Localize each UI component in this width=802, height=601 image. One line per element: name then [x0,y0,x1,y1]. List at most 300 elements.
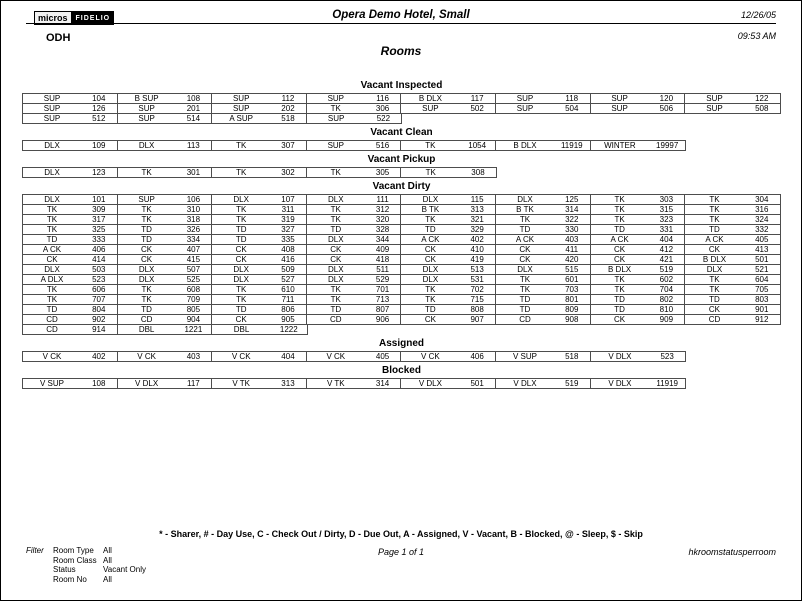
room-number: 907 [470,315,484,324]
room-row [22,167,497,178]
room-type: CD [46,325,58,334]
room-number: 904 [186,315,201,324]
report-title: Rooms [380,44,422,58]
filter-row-value: All [103,555,112,565]
room-type: SUP [138,114,155,123]
section-vacant-clean [22,127,781,151]
room-cell [118,215,213,224]
room-type: CK [235,255,247,264]
room-number: 305 [375,168,390,177]
room-number: 117 [470,94,484,103]
room-type: SUP [327,94,345,103]
room-cell [212,245,307,254]
room-type: DLX [44,265,60,274]
room-cell [591,275,686,284]
room-type: DLX [422,265,439,274]
room-number: 329 [470,225,484,234]
room-type: CK [614,255,626,264]
room-table [22,194,781,335]
room-type: TD [141,305,152,314]
room-number: 312 [375,205,390,214]
room-table [22,93,781,124]
room-type: TD [709,295,720,304]
room-cell [118,305,213,314]
room-type: SUP [706,94,723,103]
room-cell [212,295,307,304]
room-number: 333 [92,235,106,244]
room-cell [23,285,118,294]
room-number: 1221 [184,325,203,334]
room-type: B DLX [702,255,727,264]
room-number: 410 [470,245,484,254]
room-cell [118,205,213,214]
room-type: TK [236,168,247,177]
room-type: SUP [706,104,723,113]
room-number: 304 [755,195,769,204]
room-type: TD [46,305,58,314]
legend-text: * - Sharer, # - Day Use, C - Check Out / Dirty, D - Due Out, A - Assigned, V - Vacant, B - Blocked, @ - Sleep, $ - Skip [159,529,643,539]
room-cell [591,235,686,244]
room-type: TD [519,225,531,234]
room-cell [496,315,591,324]
room-type: B DLX [608,265,632,274]
room-cell [118,295,213,304]
room-number: 806 [281,305,295,314]
room-cell [496,215,591,224]
section-title: Assigned [378,338,424,349]
room-type: A DLX [40,275,64,284]
room-type: CD [708,315,721,324]
room-type: TD [330,225,342,234]
room-number: 808 [470,305,484,314]
room-cell [118,325,213,334]
room-cell [307,295,402,304]
room-type: TK [46,295,58,304]
room-number: 402 [92,352,106,361]
room-type: TD [614,295,625,304]
room-number: 705 [755,285,769,294]
room-number: 326 [186,225,201,234]
room-number: 108 [92,379,106,388]
room-cell [685,255,780,264]
room-type: DLX [233,265,249,274]
room-type: CK [141,245,153,254]
room-cell [401,104,496,113]
room-cell [23,295,118,304]
room-number: 601 [565,275,579,284]
room-type: CK [330,245,342,254]
room-cell [307,265,402,274]
room-cell [685,245,780,254]
filter-row-value: All [103,574,112,584]
room-number: 514 [186,114,201,123]
room-number: 419 [470,255,484,264]
room-number: 403 [186,352,201,361]
filter-row-room-type [53,546,146,556]
room-type: TK [425,215,436,224]
room-number: 518 [565,352,579,361]
room-type: SUP [232,94,250,103]
room-cell [401,141,496,150]
room-type: TD [709,225,720,234]
room-cell [212,168,307,177]
room-cell [212,94,307,103]
room-number: 126 [92,104,106,113]
room-number: 523 [92,275,106,284]
room-cell [591,94,686,103]
room-cell [685,285,780,294]
room-type: CK [519,255,531,264]
room-number: 906 [375,315,390,324]
room-cell [212,275,307,284]
room-number: 113 [187,141,200,150]
room-cell [23,325,118,334]
room-cell [591,305,686,314]
room-number: 322 [565,215,579,224]
room-table [22,351,781,362]
room-type: TD [425,225,436,234]
room-number: 516 [375,141,390,150]
room-cell [591,104,686,113]
room-cell [496,195,591,204]
room-type: TD [614,225,625,234]
room-number: 801 [565,295,579,304]
room-cell [401,255,496,264]
hotel-title: Opera Demo Hotel, Small [332,9,470,21]
room-type: TK [425,141,436,150]
room-number: 519 [565,379,579,388]
room-type: B SUP [134,94,159,103]
room-cell [685,305,780,314]
logo-fidelio-text: FIDELIO [72,11,115,25]
room-cell [118,235,213,244]
room-type: B DLX [513,141,537,150]
room-number: 902 [92,315,106,324]
room-type: DLX [517,195,533,204]
room-table [22,378,781,389]
room-type: TK [709,195,720,204]
room-type: V CK [421,352,440,361]
room-type: TD [235,225,247,234]
room-number: 503 [92,265,106,274]
room-number: 508 [755,104,769,113]
room-type: TK [614,195,625,204]
room-type: SUP [516,94,534,103]
room-type: TK [330,285,341,294]
room-number: 803 [755,295,769,304]
room-number: 331 [659,225,674,234]
section-title: Vacant Pickup [367,154,436,165]
report-time: 09:53 AM [737,31,776,41]
room-table [22,140,781,151]
room-type: DLX [328,235,344,244]
room-cell [591,141,686,150]
room-number: 310 [186,205,201,214]
room-cell [401,225,496,234]
room-cell [118,245,213,254]
room-number: 507 [186,265,201,274]
room-number: 101 [92,195,106,204]
room-type: DLX [138,275,155,284]
room-number: 703 [565,285,579,294]
filter-rows [53,546,146,584]
room-cell [23,168,118,177]
room-number: 316 [755,205,769,214]
page-number: Page 1 of 1 [377,547,425,557]
hotel-code: ODH [46,32,71,44]
room-type: TK [614,215,625,224]
room-cell [118,285,213,294]
room-cell [23,225,118,234]
room-number: 511 [376,265,389,274]
room-cell [496,94,591,103]
room-number: 325 [92,225,106,234]
room-type: V TK [232,379,251,388]
room-cell [685,225,780,234]
room-row [22,378,686,389]
room-type: CK [330,255,342,264]
room-number: 334 [186,235,201,244]
room-type: SUP [43,114,61,123]
room-cell [23,195,118,204]
room-number: 328 [375,225,390,234]
room-cell [23,104,118,113]
room-type: A CK [610,235,629,244]
room-number: 313 [470,205,484,214]
filter-row-value: Vacant Only [103,565,146,574]
room-type: DLX [138,141,155,150]
room-cell [23,379,118,388]
room-number: 109 [92,141,106,150]
room-cell [591,315,686,324]
room-type: B TK [421,205,440,214]
room-type: TK [330,205,341,214]
header-divider [26,23,776,24]
room-number: 713 [375,295,390,304]
room-type: TK [46,225,58,234]
room-number: 404 [281,352,295,361]
room-cell [307,379,402,388]
room-number: 509 [281,265,295,274]
room-cell [212,225,307,234]
section-vacant-dirty [22,181,781,335]
room-cell [401,245,496,254]
room-number: 522 [376,114,391,123]
room-type: TK [141,295,152,304]
room-cell [496,265,591,274]
room-cell [591,255,686,264]
room-type: CD [140,315,153,324]
room-number: 414 [92,255,106,264]
room-type: CK [235,245,247,254]
room-number: 513 [470,265,484,274]
filter-row-value: All [103,546,112,555]
room-cell [496,255,591,264]
room-number: 116 [376,94,389,103]
room-number: 912 [755,315,769,324]
room-cell [212,104,307,113]
room-type: SUP [327,141,345,150]
room-number: 405 [755,235,769,244]
room-cell [23,141,118,150]
room-cell [118,379,213,388]
room-cell [307,94,402,103]
room-cell [496,225,591,234]
room-cell [118,94,213,103]
room-type: CD [46,315,58,324]
room-number: 406 [92,245,106,254]
room-cell [401,195,496,204]
room-number: 314 [565,205,579,214]
room-number: 405 [375,352,390,361]
room-cell [212,285,307,294]
room-number: 107 [281,195,295,204]
room-cell [23,215,118,224]
room-cell [307,114,402,123]
room-number: 332 [755,225,769,234]
room-type: TD [425,305,436,314]
room-cell [307,205,402,214]
room-number: 202 [281,104,295,113]
room-number: 709 [186,295,201,304]
room-cell [591,295,686,304]
room-number: 905 [281,315,295,324]
room-number: 415 [186,255,201,264]
room-type: CK [235,315,247,324]
room-cell [23,255,118,264]
room-cell [118,225,213,234]
room-cell [307,235,402,244]
room-cell [118,195,213,204]
room-cell [496,141,591,150]
room-number: 11919 [560,141,583,150]
room-number: 324 [755,215,769,224]
room-cell [685,104,780,113]
room-number: 804 [92,305,106,314]
room-number: 809 [565,305,579,314]
room-cell [23,305,118,314]
room-number: 335 [281,235,295,244]
section-blocked [22,365,781,389]
sections-container [22,77,781,389]
room-number: 408 [281,245,295,254]
room-cell [496,235,591,244]
room-cell [118,104,213,113]
room-number: 501 [755,255,769,264]
room-number: 403 [565,235,579,244]
room-number: 122 [755,94,769,103]
room-type: CK [708,245,721,254]
room-number: 317 [92,215,106,224]
room-number: 502 [470,104,484,113]
room-type: TK [330,295,341,304]
room-number: 303 [659,195,674,204]
room-cell [591,225,686,234]
section-title: Blocked [382,365,421,376]
room-type: DLX [328,275,344,284]
room-number: 402 [470,235,484,244]
room-number: 308 [471,168,485,177]
room-type: SUP [611,104,628,113]
room-number: 807 [375,305,390,314]
room-cell [401,235,496,244]
room-cell [212,379,307,388]
room-type: DLX [422,275,439,284]
room-cell [401,168,496,177]
room-number: 602 [659,275,674,284]
room-type: TK [519,275,531,284]
room-type: CK [519,245,531,254]
room-type: TK [236,285,247,294]
room-cell [212,305,307,314]
room-type: TK [46,205,58,214]
room-cell [685,94,780,103]
room-type: CK [46,255,58,264]
room-type: CK [141,255,153,264]
room-type: TK [709,205,720,214]
room-number: 306 [375,104,390,113]
room-cell [685,315,780,324]
room-number: 702 [470,285,484,294]
room-type: TD [330,305,342,314]
room-type: B TK [516,205,534,214]
room-cell [118,275,213,284]
room-type: CD [330,315,342,324]
room-number: 529 [375,275,390,284]
section-vacant-pickup [22,154,781,178]
room-type: TK [614,205,625,214]
report-date: 12/26/05 [740,10,776,20]
room-type: TK [519,215,531,224]
room-number: 1054 [468,141,487,150]
room-number: 901 [755,305,769,314]
room-number: 313 [281,379,295,388]
room-cell [401,352,496,361]
room-cell [212,352,307,361]
room-type: DLX [138,265,155,274]
room-number: 707 [92,295,106,304]
room-type: V DLX [513,379,537,388]
room-number: 404 [659,235,674,244]
room-cell [591,245,686,254]
filter-label: Filter [26,546,44,555]
room-number: 311 [281,205,295,214]
room-type: TK [330,168,341,177]
room-cell [496,379,591,388]
room-number: 309 [92,205,106,214]
room-row [22,351,686,362]
room-cell [23,235,118,244]
room-type: TD [235,305,247,314]
room-type: SUP [422,104,439,113]
room-cell [685,215,780,224]
room-number: 409 [375,245,390,254]
room-type: TK [46,215,58,224]
room-cell [591,195,686,204]
room-type: TK [46,285,58,294]
room-number: 810 [659,305,674,314]
room-type: TK [425,295,436,304]
room-cell [23,245,118,254]
room-number: 125 [565,195,579,204]
room-number: 106 [186,195,201,204]
section-title: Vacant Dirty [372,181,431,192]
room-number: 421 [659,255,674,264]
room-number: 909 [659,315,674,324]
room-cell [401,315,496,324]
room-type: TK [141,285,152,294]
room-number: 104 [92,94,106,103]
